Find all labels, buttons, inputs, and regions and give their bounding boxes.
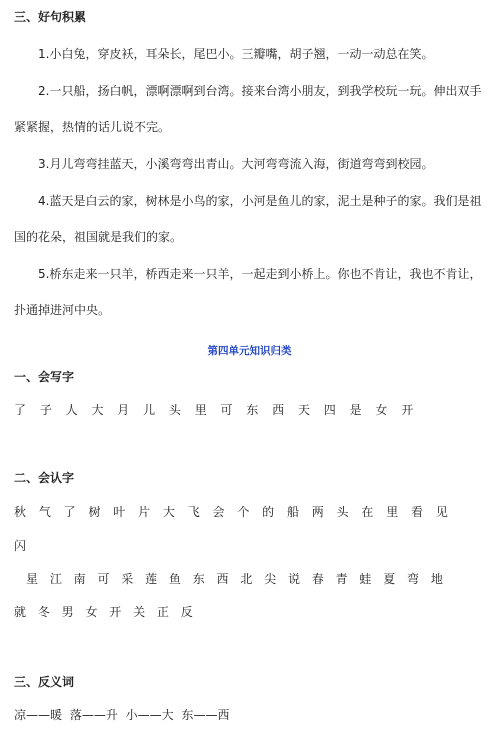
unit-title: 第四单元知识归类 (207, 345, 292, 357)
sentence-paragraph-4: 4.蓝天是白云的家，树林是小鸟的家，小河是鱼儿的家，泥土是种子的家。我们是祖国的花朵，祖国就是我们的家。 (14, 194, 482, 244)
write-chars-row: 了 子 人 大 月 儿 头 里 可 东 西 天 四 是 女 开 (14, 403, 414, 417)
antonyms-row: 凉——暖 落——升 小——大 东——西 (14, 708, 230, 722)
sentence-paragraph-2: 2.一只船，扬白帆，漂啊漂啊到台湾。接来台湾小朋友，到我学校玩一玩。伸出双手紧紧握，热情的话儿说不完。 (14, 84, 482, 134)
section-heading-antonyms: 三、反义词 (14, 675, 75, 689)
section-heading-good-sentences: 三、好句积累 (14, 10, 87, 24)
section-heading-recognize-chars: 二、会认字 (14, 471, 75, 485)
sentence-paragraph-3: 3.月儿弯弯挂蓝天，小溪弯弯出青山。大河弯弯流入海，街道弯弯到校园。 (38, 157, 434, 171)
recognize-chars-row-4: 就 冬 男 女 开 关 正 反 (14, 605, 193, 619)
sentence-paragraph-5: 5.桥东走来一只羊，桥西走来一只羊，一起走到小桥上。你也不肯让，我也不肯让，扑通掉进河中央。 (14, 267, 482, 317)
sentence-paragraph-1: 1.小白兔，穿皮袄，耳朵长，尾巴小。三瓣嘴，胡子翘，一动一动总在笑。 (38, 47, 434, 61)
recognize-chars-row-1: 秋 气 了 树 叶 片 大 飞 会 个 的 船 两 头 在 里 看 见 (14, 505, 448, 519)
recognize-chars-row-3: 星 江 南 可 采 莲 鱼 东 西 北 尖 说 春 青 蛙 夏 弯 地 (26, 572, 443, 586)
recognize-chars-row-2: 闪 (14, 539, 27, 553)
section-heading-write-chars: 一、会写字 (14, 370, 75, 384)
